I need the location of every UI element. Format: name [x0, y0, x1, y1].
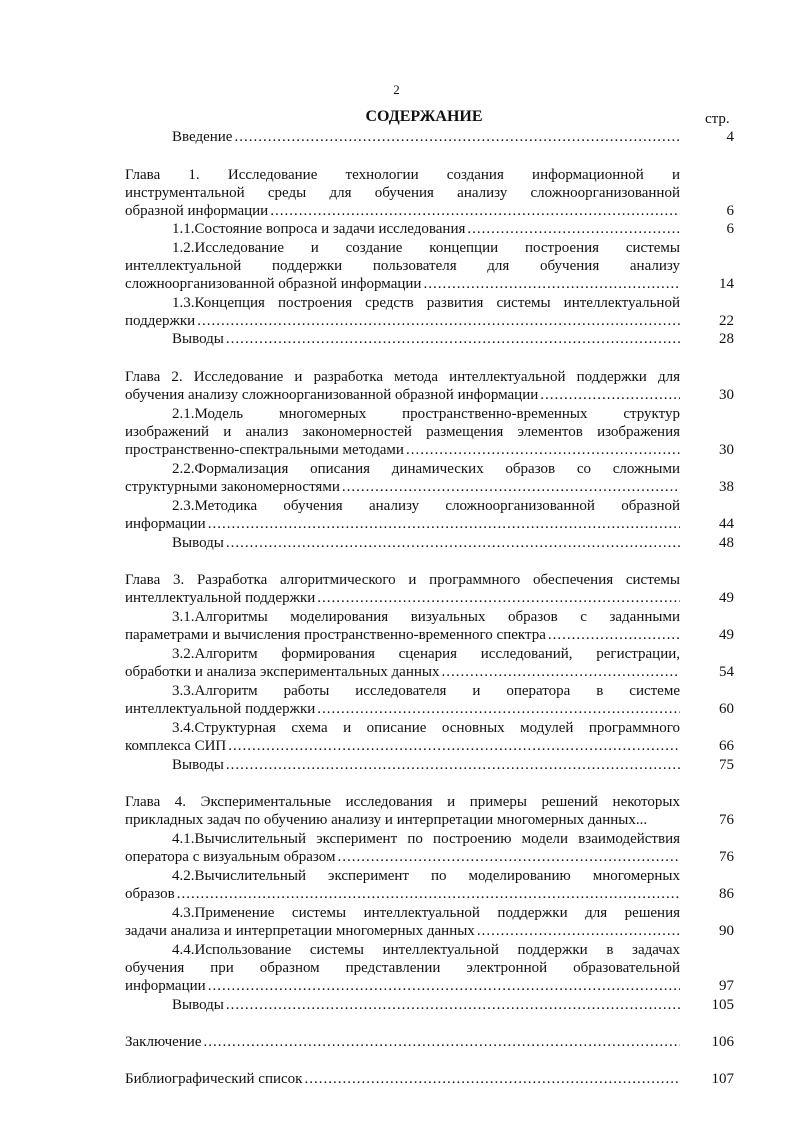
toc-section-2-1-line-2[interactable]: изображений и анализ закономерностей размещения элементов изображения: [125, 424, 680, 440]
toc-section-2-3-line-2[interactable]: информации .....: [125, 515, 680, 533]
toc-section-4-4-line-3[interactable]: информации .....: [125, 977, 680, 995]
toc-chapter-4-line-1[interactable]: Глава 4. Экспериментальные исследования и примеры решений некоторых: [125, 794, 680, 810]
toc-page-section-3-1: 49: [719, 627, 734, 643]
toc-section-3-3-line-1[interactable]: 3.3.Алгоритм работы исследователя и оператора в системе: [172, 683, 680, 699]
toc-section-1-3-line-2[interactable]: поддержки .....: [125, 312, 680, 330]
toc-page-section-2-2: 38: [719, 479, 734, 495]
toc-page-chapter-1-conclusions: 28: [719, 331, 734, 347]
toc-section-1-3-line-1[interactable]: 1.3.Концепция построения средств развития системы интеллектуальной: [172, 295, 680, 311]
toc-section-4-2-line-2[interactable]: образов .....: [125, 885, 680, 903]
toc-page-chapter-2: 30: [719, 387, 734, 403]
toc-section-4-3-line-1[interactable]: 4.3.Применение системы интеллектуальной поддержки для решения: [172, 905, 680, 921]
toc-entry-conclusion[interactable]: Заключение .....: [125, 1033, 680, 1051]
toc-chapter-1-line-1[interactable]: Глава 1. Исследование технологии создания информационной и: [125, 167, 680, 183]
toc-page-section-2-1: 30: [719, 442, 734, 458]
toc-section-1-2-line-1[interactable]: 1.2.Исследование и создание концепции построения системы: [172, 240, 680, 256]
toc-page-section-4-4: 97: [719, 978, 734, 994]
toc-section-2-1-line-3[interactable]: пространственно-спектральными методами .....: [125, 441, 680, 459]
toc-page-introduction: 4: [726, 129, 734, 145]
toc-section-3-2-line-1[interactable]: 3.2.Алгоритм формирования сценария исследований, регистрации,: [172, 646, 680, 662]
toc-section-4-2-line-1[interactable]: 4.2.Вычислительный эксперимент по моделированию многомерных: [172, 868, 680, 884]
toc-page-section-4-2: 86: [719, 886, 734, 902]
toc-section-3-4-line-1[interactable]: 3.4.Структурная схема и описание основных модулей программного: [172, 720, 680, 736]
toc-section-2-3-line-1[interactable]: 2.3.Методика обучения анализу сложноорганизованной образной: [172, 498, 680, 514]
toc-section-3-4-line-2[interactable]: комплекса СИП .....: [125, 737, 680, 755]
toc-section-3-2-line-2[interactable]: обработки и анализа экспериментальных данных .....: [125, 663, 680, 681]
toc-chapter-1-line-3[interactable]: образной информации .....: [125, 202, 680, 220]
toc-page-chapter-2-conclusions: 48: [719, 535, 734, 551]
toc-page-chapter-4-conclusions: 105: [711, 997, 734, 1013]
toc-chapter-1-line-2[interactable]: инструментальной среды для обучения анализу сложноорганизованной: [125, 185, 680, 201]
toc-entry-introduction[interactable]: Введение .....: [172, 128, 680, 146]
toc-section-2-2-line-1[interactable]: 2.2.Формализация описания динамических образов со сложными: [172, 461, 680, 477]
toc-section-1-2-line-2[interactable]: интеллектуальной поддержки пользователя для обучения анализу: [125, 258, 680, 274]
toc-section-4-3-line-2[interactable]: задачи анализа и интерпретации многомерных данных .....: [125, 922, 680, 940]
toc-page-chapter-4: 76: [719, 812, 734, 828]
toc-page-section-1-2: 14: [719, 276, 734, 292]
toc-page-chapter-1: 6: [726, 203, 734, 219]
toc-page-bibliography: 107: [711, 1071, 734, 1087]
toc-chapter-1-conclusions[interactable]: Выводы .....: [172, 330, 680, 348]
toc-page-section-3-2: 54: [719, 664, 734, 680]
toc-page-chapter-3: 49: [719, 590, 734, 606]
toc-entry-bibliography[interactable]: Библиографический список .....: [125, 1070, 680, 1088]
toc-chapter-3-line-1[interactable]: Глава 3. Разработка алгоритмического и программного обеспечения системы: [125, 572, 680, 588]
toc-page-section-1-1: 6: [726, 221, 734, 237]
toc-section-2-2-line-2[interactable]: структурными закономерностями .....: [125, 478, 680, 496]
page-column-header: стр.: [705, 111, 730, 127]
toc-section-1-2-line-3[interactable]: сложноорганизованной образной информации .....: [125, 275, 680, 293]
toc-chapter-2-line-2[interactable]: обучения анализу сложноорганизованной образной информации .....: [125, 386, 680, 404]
toc-chapter-3-conclusions[interactable]: Выводы .....: [172, 756, 680, 774]
toc-chapter-3-line-2[interactable]: интеллектуальной поддержки .....: [125, 589, 680, 607]
toc-page-section-3-3: 60: [719, 701, 734, 717]
toc-page-conclusion: 106: [711, 1034, 734, 1050]
toc-section-3-1-line-2[interactable]: параметрами и вычисления пространственно-временного спектра .....: [125, 626, 680, 644]
page-number: 2: [393, 82, 400, 97]
toc-chapter-4-line-2[interactable]: прикладных задач по обучению анализу и интерпретации многомерных данных...: [125, 812, 648, 828]
toc-chapter-2-conclusions[interactable]: Выводы .....: [172, 534, 680, 552]
toc-section-4-4-line-2[interactable]: обучения при образном представлении электронной образовательной: [125, 960, 680, 976]
toc-section-4-1-line-1[interactable]: 4.1.Вычислительный эксперимент по построению модели взаимодействия: [172, 831, 680, 847]
page-title: СОДЕРЖАНИЕ: [365, 108, 483, 125]
toc-page-section-1-3: 22: [719, 313, 734, 329]
toc-page-section-3-4: 66: [719, 738, 734, 754]
toc-page-section-4-3: 90: [719, 923, 734, 939]
toc-page-section-2-3: 44: [719, 516, 734, 532]
toc-chapter-2-line-1[interactable]: Глава 2. Исследование и разработка метода интеллектуальной поддержки для: [125, 369, 680, 385]
toc-section-1-1[interactable]: 1.1.Состояние вопроса и задачи исследования .....: [172, 220, 680, 238]
toc-page-chapter-3-conclusions: 75: [719, 757, 734, 773]
toc-section-2-1-line-1[interactable]: 2.1.Модель многомерных пространственно-временных структур: [172, 406, 680, 422]
toc-section-3-1-line-1[interactable]: 3.1.Алгоритмы моделирования визуальных образов с заданными: [172, 609, 680, 625]
toc-section-3-3-line-2[interactable]: интеллектуальной поддержки .....: [125, 700, 680, 718]
toc-page-section-4-1: 76: [719, 849, 734, 865]
toc-section-4-4-line-1[interactable]: 4.4.Использование системы интеллектуальной поддержки в задачах: [172, 942, 680, 958]
toc-section-4-1-line-2[interactable]: оператора с визуальным образом .....: [125, 848, 680, 866]
toc-chapter-4-conclusions[interactable]: Выводы .....: [172, 996, 680, 1014]
